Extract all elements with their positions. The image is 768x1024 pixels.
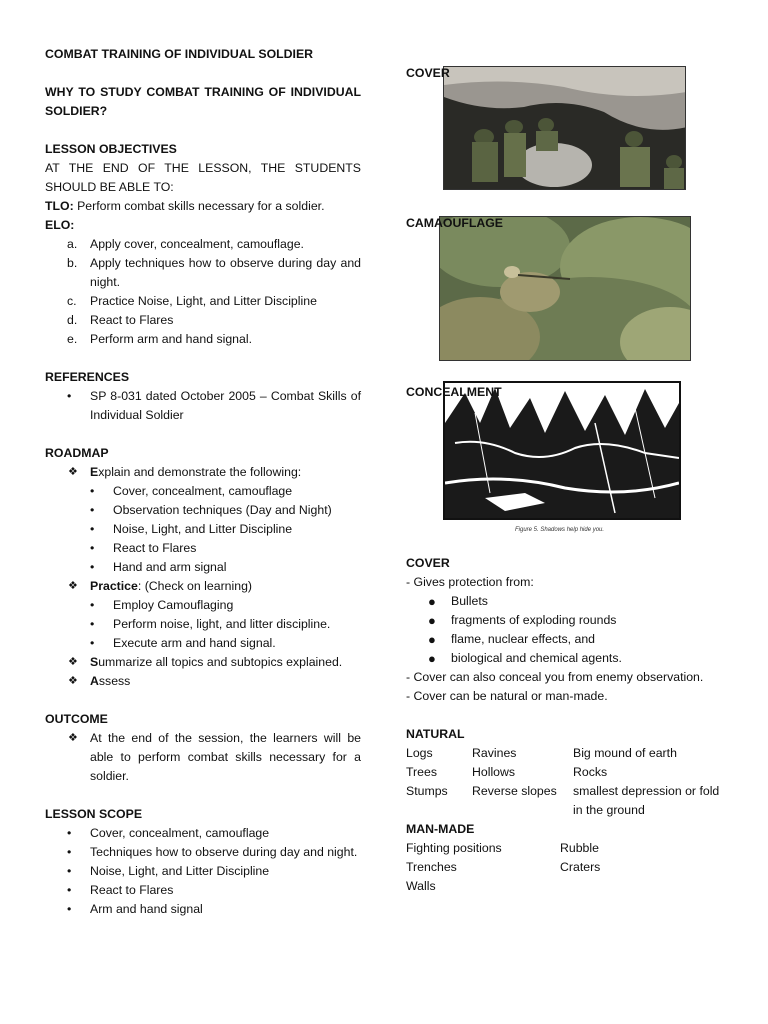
roadmap-item-assess: ❖ Assess	[45, 672, 361, 691]
list-item: a. Apply cover, concealment, camouflage.	[67, 237, 304, 251]
table-cell: Stumps	[406, 784, 448, 798]
objectives-intro: AT THE END OF THE LESSON, THE STUDENTS SHOULD BE ABLE TO:	[45, 161, 361, 194]
ghillie-sniper-image	[440, 217, 691, 361]
objectives-heading: LESSON OBJECTIVES	[45, 142, 177, 156]
list-item: • Cover, concealment, camouflage	[90, 484, 293, 498]
diamond-bullet-icon: ❖	[68, 656, 78, 668]
list-item: • React to Flares	[67, 883, 174, 897]
table-cell: Hollows	[472, 765, 516, 779]
list-item: ● Bullets	[428, 594, 488, 609]
natural-table	[406, 744, 726, 820]
list-item: ❖ At the end of the session, the learners will be able to perform combat skills necessary for a soldier.	[68, 731, 361, 783]
concealment-photo-label: CONCEALMENT	[406, 385, 502, 399]
cover-photo-label: COVER	[406, 66, 450, 80]
table-cell: smallest depression or fold in the ground	[573, 784, 720, 817]
list-item: • Techniques how to observe during day and night.	[67, 845, 358, 859]
table-cell: Rocks	[573, 765, 608, 779]
cover-photo	[443, 66, 686, 190]
explain-sublist	[45, 482, 361, 577]
list-item: • Cover, concealment, camouflage	[67, 826, 270, 840]
references-list	[45, 387, 361, 425]
diamond-bullet-icon: ❖	[68, 466, 78, 478]
concealment-caption: Figure 5. Shadows help hide you.	[515, 527, 605, 533]
table-cell: Ravines	[472, 746, 517, 760]
table-cell: Trenches	[406, 860, 457, 874]
table-cell: Rubble	[560, 841, 599, 855]
roadmap-list	[45, 463, 361, 482]
cover-note: - Cover can be natural or man-made.	[406, 689, 608, 703]
list-item: • Execute arm and hand signal.	[90, 636, 276, 650]
cover-heading: COVER	[406, 556, 450, 570]
outcome-heading: OUTCOME	[45, 712, 108, 726]
scope-heading: LESSON SCOPE	[45, 807, 143, 821]
elo-label: ELO:	[45, 218, 75, 232]
list-item: • Noise, Light, and Litter Discipline	[90, 522, 293, 536]
why-heading: WHY TO STUDY COMBAT TRAINING OF INDIVIDUAL SOLDIER?	[45, 85, 361, 118]
list-item: • Hand and arm signal	[90, 560, 227, 574]
tlo-text: Perform combat skills necessary for a soldier.	[73, 199, 325, 213]
diamond-bullet-icon: ❖	[68, 580, 78, 592]
references-heading: REFERENCES	[45, 370, 130, 384]
list-item: • React to Flares	[90, 541, 197, 555]
list-item: • Perform noise, light, and litter discipline.	[90, 617, 331, 631]
list-item: b. Apply techniques how to observe during day and night.	[67, 256, 361, 289]
table-cell: Logs	[406, 746, 433, 760]
list-item: • Arm and hand signal	[67, 902, 203, 916]
practice-sublist	[45, 596, 361, 653]
list-item: ● fragments of exploding rounds	[428, 613, 617, 628]
outcome-list	[45, 729, 361, 786]
diamond-bullet-icon: ❖	[68, 732, 78, 744]
document-title: COMBAT TRAINING OF INDIVIDUAL SOLDIER	[45, 47, 314, 61]
natural-heading: NATURAL	[406, 727, 465, 741]
tlo-label: TLO:	[45, 199, 74, 213]
table-cell: Trees	[406, 765, 437, 779]
cover-note: - Cover can also conceal you from enemy observation.	[406, 670, 704, 684]
roadmap-list	[45, 577, 361, 596]
table-cell: Fighting positions	[406, 841, 502, 855]
list-item: e. Perform arm and hand signal.	[67, 332, 252, 346]
manmade-heading: MAN-MADE	[406, 822, 475, 836]
roadmap-item-practice: ❖ Practice: (Check on learning)	[45, 577, 361, 596]
table-cell: Craters	[560, 860, 601, 874]
list-item: ● biological and chemical agents.	[428, 651, 622, 666]
list-item: • Observation techniques (Day and Night)	[90, 503, 332, 517]
soldiers-under-rock-image	[444, 67, 686, 190]
diamond-bullet-icon: ❖	[68, 675, 78, 687]
tlo-line	[45, 197, 361, 216]
roadmap-list	[45, 653, 361, 691]
table-cell: Walls	[406, 879, 436, 893]
list-item: • Employ Camouflaging	[90, 598, 234, 612]
camouflage-photo	[439, 216, 691, 361]
shadows-illustration-image	[445, 383, 679, 518]
list-item: c. Practice Noise, Light, and Litter Discipline	[67, 294, 317, 308]
right-column-text	[406, 554, 726, 896]
manmade-table	[406, 839, 726, 896]
camouflage-photo-label: CAMAOUFLAGE	[406, 216, 504, 230]
table-cell: Big mound of earth	[573, 746, 677, 760]
scope-list	[45, 824, 361, 919]
list-item: ● flame, nuclear effects, and	[428, 632, 596, 647]
cover-list	[406, 592, 726, 668]
roadmap-heading: ROADMAP	[45, 446, 109, 460]
roadmap-item-explain: ❖ Explain and demonstrate the following:	[45, 463, 361, 482]
cover-intro: - Gives protection from:	[406, 575, 534, 589]
list-item: • Noise, Light, and Litter Discipline	[67, 864, 270, 878]
list-item: d. React to Flares	[67, 313, 174, 327]
elo-list	[45, 235, 361, 349]
table-cell: Reverse slopes	[472, 784, 557, 798]
left-column	[45, 45, 361, 919]
table-cell	[560, 877, 710, 896]
roadmap-item-summarize: ❖ Summarize all topics and subtopics explained.	[45, 653, 361, 672]
list-item: • SP 8-031 dated October 2005 – Combat Skills of Individual Soldier	[67, 389, 361, 422]
